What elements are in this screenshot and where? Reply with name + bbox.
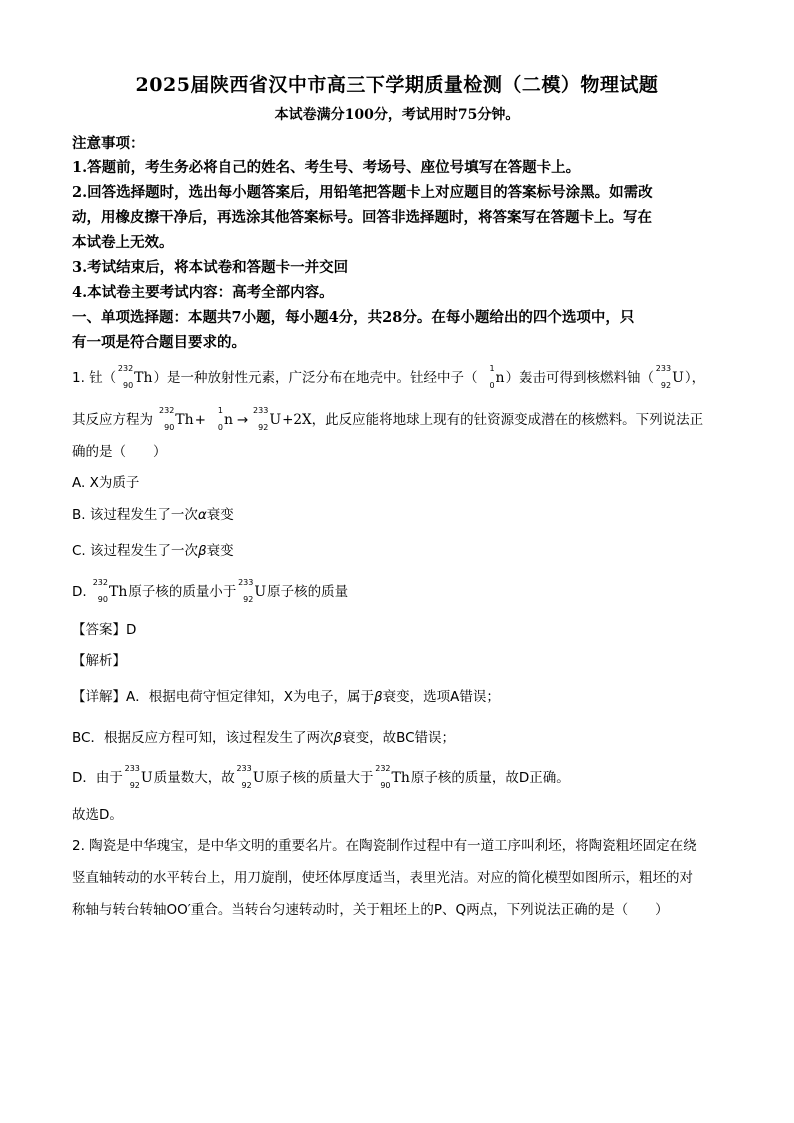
detail-d: D．由于 233 92 U质量数大，故 233 92 U原子核的质量大于 232 90 Th原子核的质量，故D正确。 <box>72 764 570 790</box>
q1-line-1: 1. 钍（ 232 90 Th）是一种放射性元素，广泛分布在地壳中。钍经中子（ 1 0 n）轰击可得到核燃料铀（ 233 92 U）， <box>72 364 706 390</box>
q1-option-c: C. 该过程发生了一次β衰变 <box>72 543 234 559</box>
note-2-line-3: 本试卷上无效。 <box>72 234 174 251</box>
section-1-line-1: 一、单项选择题：本题共7小题，每小题4分，共28分。在每小题给出的四个选项中，只 <box>72 309 635 326</box>
q1-line-2: 其反应方程为 232 90 Th+ 1 0 n → 233 92 U+2X，此反应能将地球上现有的钍资源变成潜在的核燃料。下列说法正 <box>72 406 704 432</box>
conclusion: 故选D。 <box>72 807 123 823</box>
detail-bc: BC．根据反应方程可知，该过程发生了两次β衰变，故BC错误； <box>72 730 456 746</box>
note-4: 4.本试卷主要考试内容：高考全部内容。 <box>72 284 334 301</box>
q2-line-2: 竖直轴转动的水平转台上，用刀旋削，使坯体厚度适当，表里光洁。对应的简化模型如图所示，粗坯的对 <box>72 870 693 886</box>
note-3: 3.考试结束后，将本试卷和答题卡一并交回 <box>72 259 349 276</box>
detail-a: 【详解】A．根据电荷守恒定律知，X为电子，属于β衰变，选项A错误； <box>72 689 500 705</box>
nuclide-th232: 232 90 Th <box>117 364 153 390</box>
note-2-line-1: 2.回答选择题时，选出每小题答案后，用铅笔把答题卡上对应题目的答案标号涂黑。如需改 <box>72 184 653 201</box>
q1-line-3: 确的是（ ） <box>72 444 167 460</box>
q2-line-1: 2. 陶瓷是中华瑰宝，是中华文明的重要名片。在陶瓷制作过程中有一道工序叫利坯，将陶瓷粗坯固定在绕 <box>72 838 697 854</box>
page-subtitle: 本试卷满分100分，考试用时75分钟。 <box>274 107 520 123</box>
section-1-line-2: 有一项是符合题目要求的。 <box>72 334 246 351</box>
analysis-label: 【解析】 <box>72 653 126 669</box>
q1-option-a: A. X为质子 <box>72 475 140 491</box>
q2-line-3: 称轴与转台转轴OO′重合。当转台匀速转动时，关于粗坯上的P、Q两点，下列说法正确的是（ ） <box>72 902 669 918</box>
answer-line: 【答案】D <box>72 622 137 638</box>
notes-heading: 注意事项： <box>72 135 145 152</box>
q1-option-b: B. 该过程发生了一次α衰变 <box>72 507 234 523</box>
q1-option-d: D. 232 90 Th原子核的质量小于 233 92 U原子核的质量 <box>72 578 349 604</box>
nuclide-neutron: 1 0 n <box>489 364 505 390</box>
reaction-equation: 232 90 Th+ 1 0 n → 233 92 U+2X <box>159 406 312 432</box>
nuclide-u233: 233 92 U <box>655 364 684 390</box>
page-title: 2025届陕西省汉中市高三下学期质量检测（二模）物理试题 <box>135 74 659 96</box>
note-1: 1.答题前，考生务必将自己的姓名、考生号、考场号、座位号填写在答题卡上。 <box>72 159 581 176</box>
note-2-line-2: 动，用橡皮擦干净后，再选涂其他答案标号。回答非选择题时，将答案写在答题卡上。写在 <box>72 209 652 226</box>
